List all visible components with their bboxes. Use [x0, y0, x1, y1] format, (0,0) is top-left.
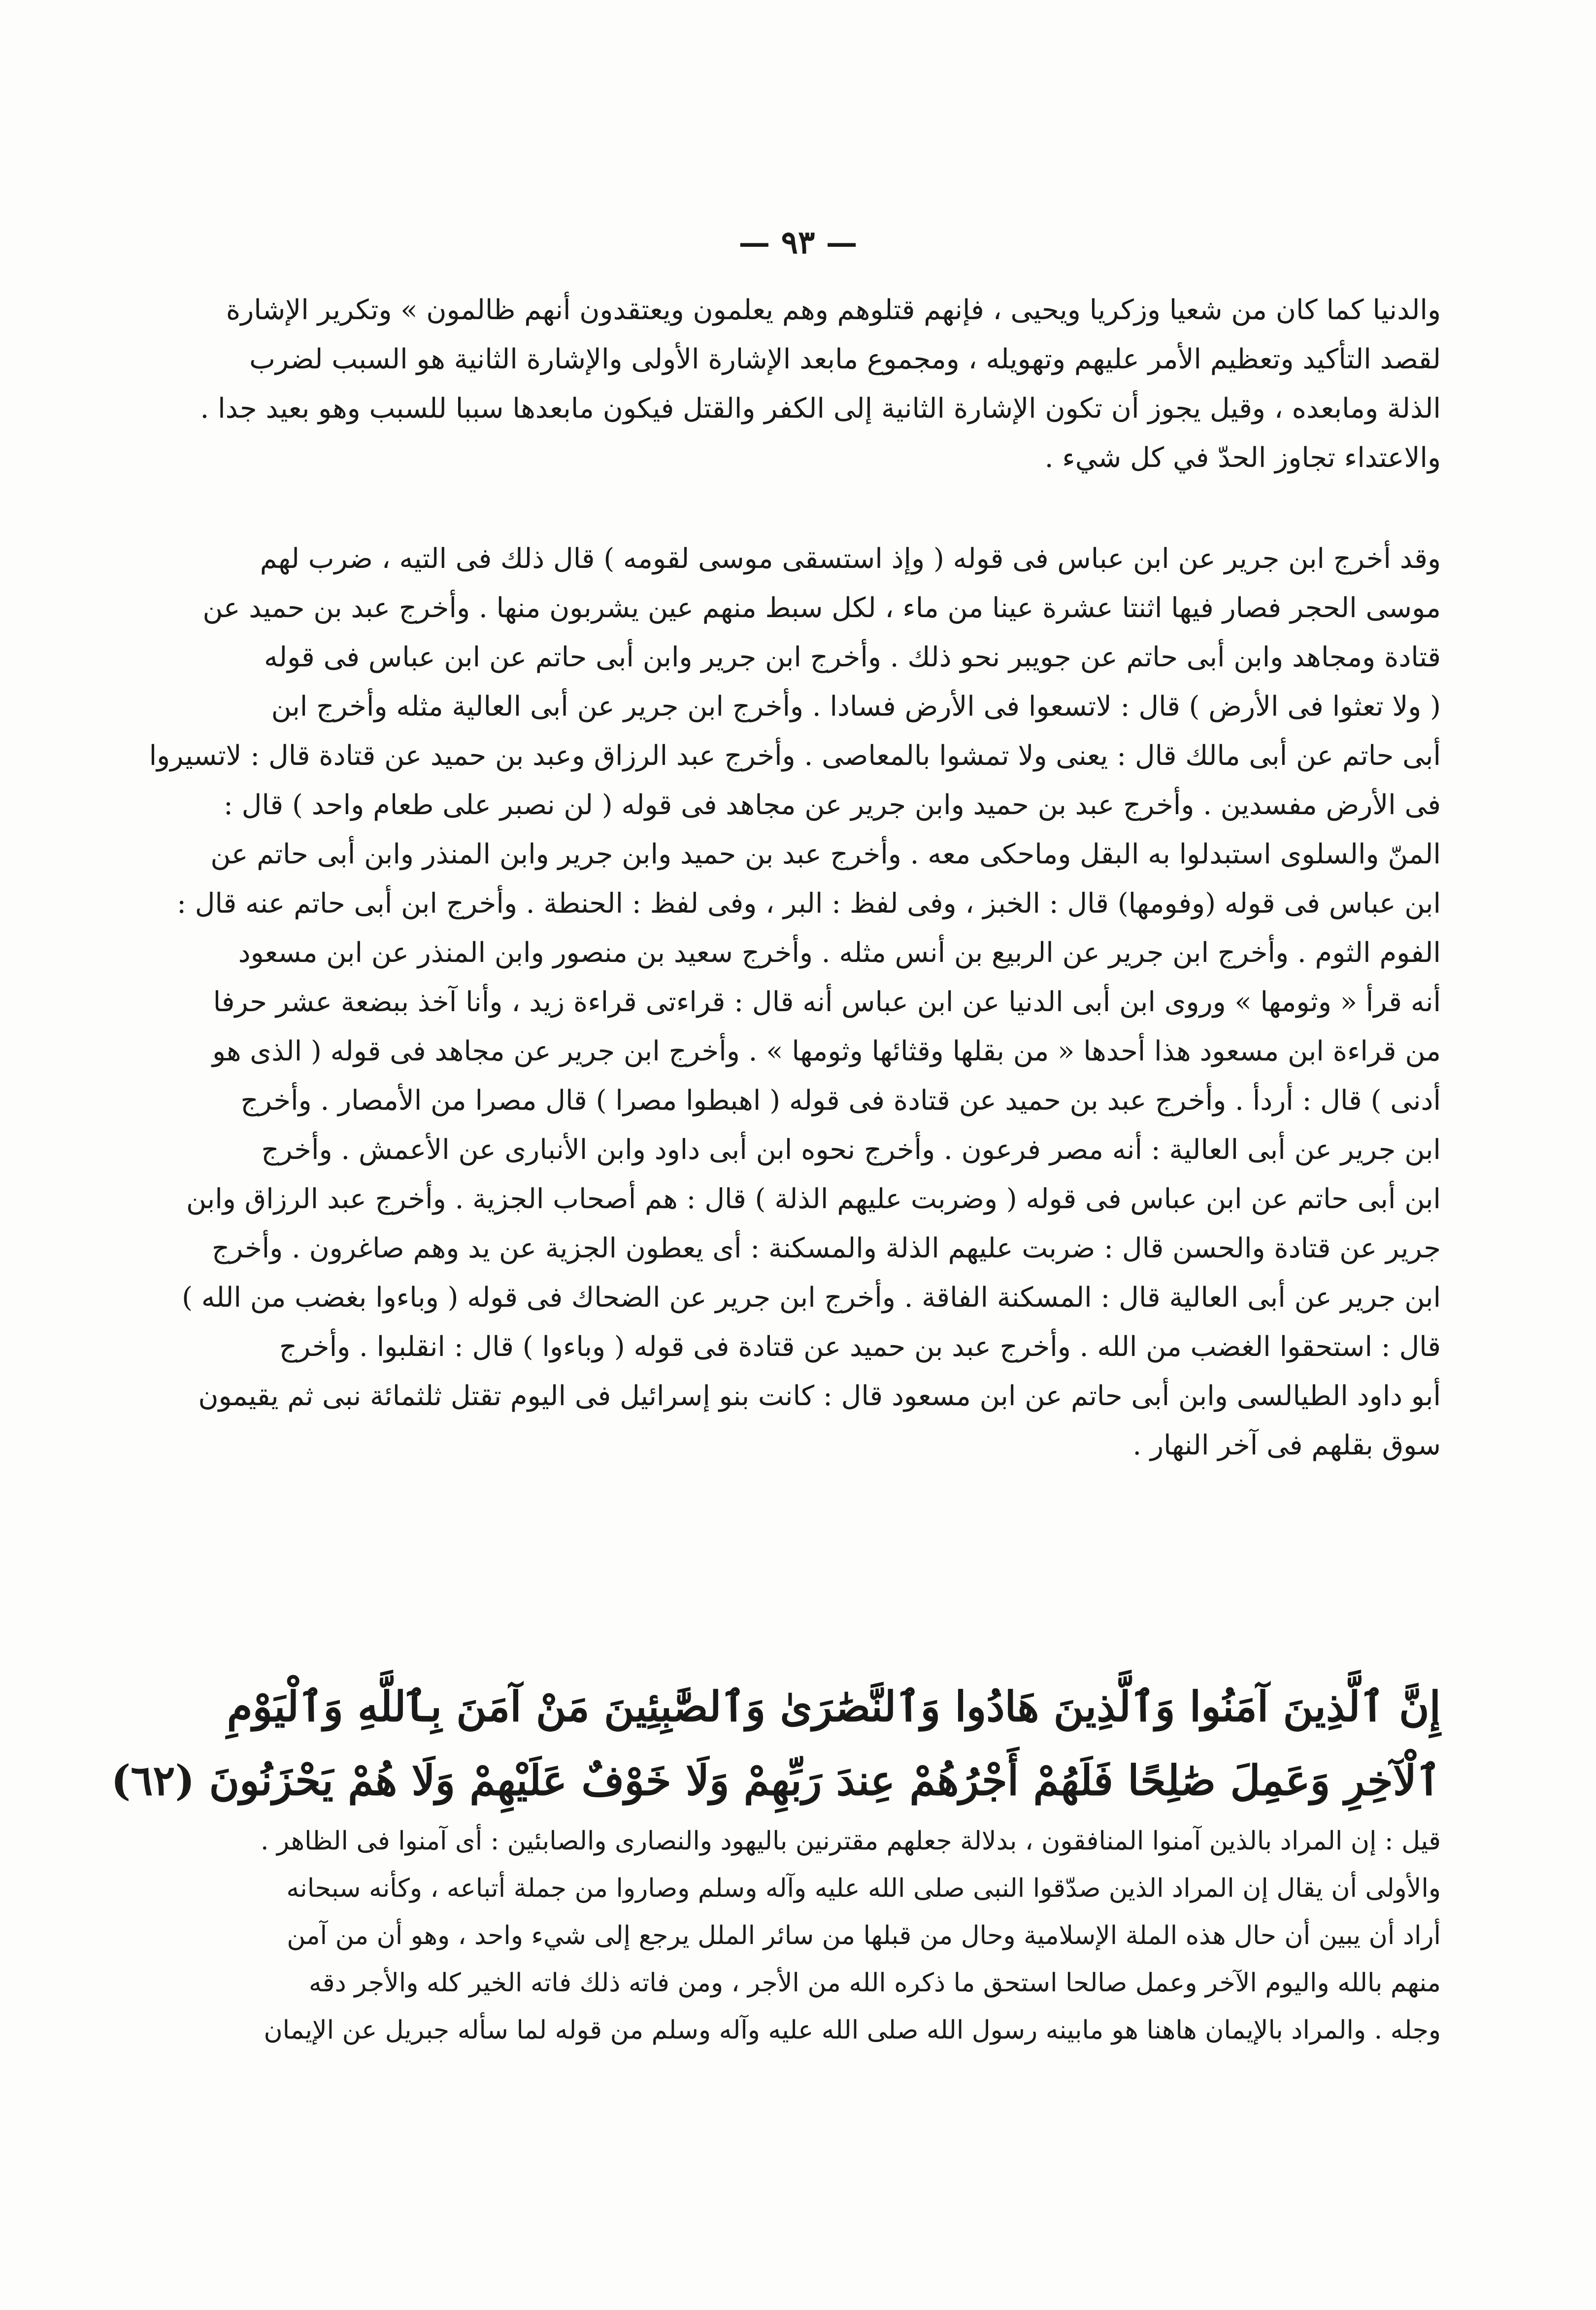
text-line: ابن أبى حاتم عن ابن عباس فى قوله ( وضربت عليهم الذلة ) قال : هم أصحاب الجزية . وأخرج عبد الرزاق وابن: [186, 1183, 1441, 1215]
verse-line: ٱلْآخِرِ وَعَمِلَ صَٰلِحًا فَلَهُمْ أَجْرُهُمْ عِندَ رَبِّهِمْ وَلَا خَوْفٌ عَلَيْهِمْ وَلَا هُمْ يَحْزَنُونَ (٦٢): [111, 1756, 1441, 1805]
text-line: منهم بالله واليوم الآخر وعمل صالحا استحق ما ذكره الله من الأجر ، ومن فاته ذلك فاته الخير كله والأجر دقه: [308, 1968, 1441, 1998]
text-line: ابن جرير عن أبى العالية : أنه مصر فرعون . وأخرج نحوه ابن أبى داود وابن الأنبارى عن الأعمش . وأخرج: [261, 1134, 1441, 1166]
text-line: موسى الحجر فصار فيها اثنتا عشرة عينا من ماء ، لكل سبط منهم عين يشربون منها . وأخرج عبد بن حميد عن: [202, 592, 1441, 624]
text-line: أبى حاتم عن أبى مالك قال : يعنى ولا تمشوا بالمعاصى . وأخرج عبد الرزاق وعبد بن حميد عن قتادة قال : لاتسيروا: [149, 740, 1441, 772]
text-line: وجله . والمراد بالإيمان هاهنا هو مابينه رسول الله صلى الله عليه وآله وسلم من قوله لما سأله جبريل عن الإيمان: [264, 2015, 1441, 2045]
text-line: فى الأرض مفسدين . وأخرج عبد بن حميد وابن جرير عن مجاهد فى قوله ( لن نصبر على طعام واحد ) قال :: [224, 789, 1441, 821]
text-line: لقصد التأكيد وتعظيم الأمر عليهم وتهويله ، ومجموع مابعد الإشارة الأولى والإشارة الثانية هو السبب لضرب: [249, 343, 1441, 375]
text-line: جرير عن قتادة والحسن قال : ضربت عليهم الذلة والمسكنة : أى يعطون الجزية عن يد وهم صاغرون . وأخرج: [212, 1232, 1441, 1264]
text-line: والأولى أن يقال إن المراد الذين صدّقوا النبى صلى الله عليه وآله وسلم وصاروا من جملة أتباعه ، وكأنه سبحانه: [286, 1874, 1441, 1903]
verse-line: إِنَّ ٱلَّذِينَ آمَنُوا وَٱلَّذِينَ هَادُوا وَٱلنَّصَٰرَىٰ وَٱلصَّٰبِئِينَ مَنْ آمَنَ بِٱللَّهِ وَٱلْيَوْمِ: [227, 1682, 1441, 1731]
page-number: — ٩٣ —: [738, 224, 858, 261]
text-line: من قراءة ابن مسعود هذا أحدها « من بقلها وقثائها وثومها » . وأخرج ابن جرير عن مجاهد فى قوله ( الذى هو: [212, 1035, 1441, 1067]
text-line: والدنيا كما كان من شعيا وزكريا ويحيى ، فإنهم قتلوهم وهم يعلمون ويعتقدون أنهم ظالمون » وتكرير الإشارة: [226, 294, 1441, 326]
text-line: سوق بقلهم فى آخر النهار .: [1132, 1429, 1441, 1461]
text-line: أبو داود الطيالسى وابن أبى حاتم عن ابن مسعود قال : كانت بنو إسرائيل فى اليوم تقتل ثلثمائة نبى ثم يقيمون: [198, 1380, 1441, 1412]
text-line: أدنى ) قال : أردأ . وأخرج عبد بن حميد عن قتادة فى قوله ( اهبطوا مصرا ) قال مصرا من الأمصار . وأخرج: [240, 1085, 1441, 1117]
text-line: قال : استحقوا الغضب من الله . وأخرج عبد بن حميد عن قتادة فى قوله ( وباءوا ) قال : انقلبوا . وأخرج: [279, 1331, 1441, 1363]
paragraph-verse-commentary: [155, 1817, 1441, 2054]
text-line: ( ولا تعثوا فى الأرض ) قال : لاتسعوا فى الأرض فسادا . وأخرج ابن جرير عن أبى العالية مثله وأخرج ابن: [271, 691, 1441, 723]
text-line: أراد أن يبين أن حال هذه الملة الإسلامية وحال من قبلها من سائر الملل يرجع إلى شيء واحد ، وهو أن من آمن: [287, 1921, 1441, 1950]
text-line: قتادة ومجاهد وابن أبى حاتم عن جويبر نحو ذلك . وأخرج ابن جرير وابن أبى حاتم عن ابن عباس فى قوله: [264, 641, 1441, 673]
text-line: الذلة ومابعده ، وقيل يجوز أن تكون الإشارة الثانية إلى الكفر والقتل فيكون مابعدها سببا للسبب وهو بعيد جدا .: [200, 393, 1441, 425]
text-line: ابن جرير عن أبى العالية قال : المسكنة الفاقة . وأخرج ابن جرير عن الضحاك فى قوله ( وباءوا بغضب من الله ): [182, 1282, 1441, 1314]
text-line: الفوم الثوم . وأخرج ابن جرير عن الربيع بن أنس مثله . وأخرج سعيد بن منصور وابن المنذر عن ابن مسعود: [238, 937, 1441, 969]
text-line: وقد أخرج ابن جرير عن ابن عباس فى قوله ( وإذ استسقى موسى لقومه ) قال ذلك فى التيه ، ضرب لهم: [260, 543, 1441, 575]
paragraph-commentary-continuation: [155, 286, 1441, 483]
text-line: والاعتداء تجاوز الحدّ في كل شيء .: [1044, 442, 1441, 474]
text-line: قيل : إن المراد بالذين آمنوا المنافقون ، بدلالة جعلهم مقترنين باليهود والنصارى والصابئين : أى آمنوا فى الظاهر .: [260, 1826, 1441, 1856]
text-line: ابن عباس فى قوله (وفومها) قال : الخبز ، وفى لفظ : البر ، وفى لفظ : الحنطة . وأخرج ابن أبى حاتم عنه قال :: [177, 888, 1441, 920]
paragraph-narrations: [149, 534, 1441, 1470]
text-line: المنّ والسلوى استبدلوا به البقل وماحكى معه . وأخرج عبد بن حميد وابن جرير وابن المنذر وابن أبى حاتم عن: [210, 838, 1441, 870]
quran-verse: [111, 1670, 1441, 1817]
text-line: أنه قرأ « وثومها » وروى ابن أبى الدنيا عن ابن عباس أنه قال : قراءتى قراءة زيد ، وأنا آخذ ببضعة عشر حرفا: [213, 986, 1441, 1018]
